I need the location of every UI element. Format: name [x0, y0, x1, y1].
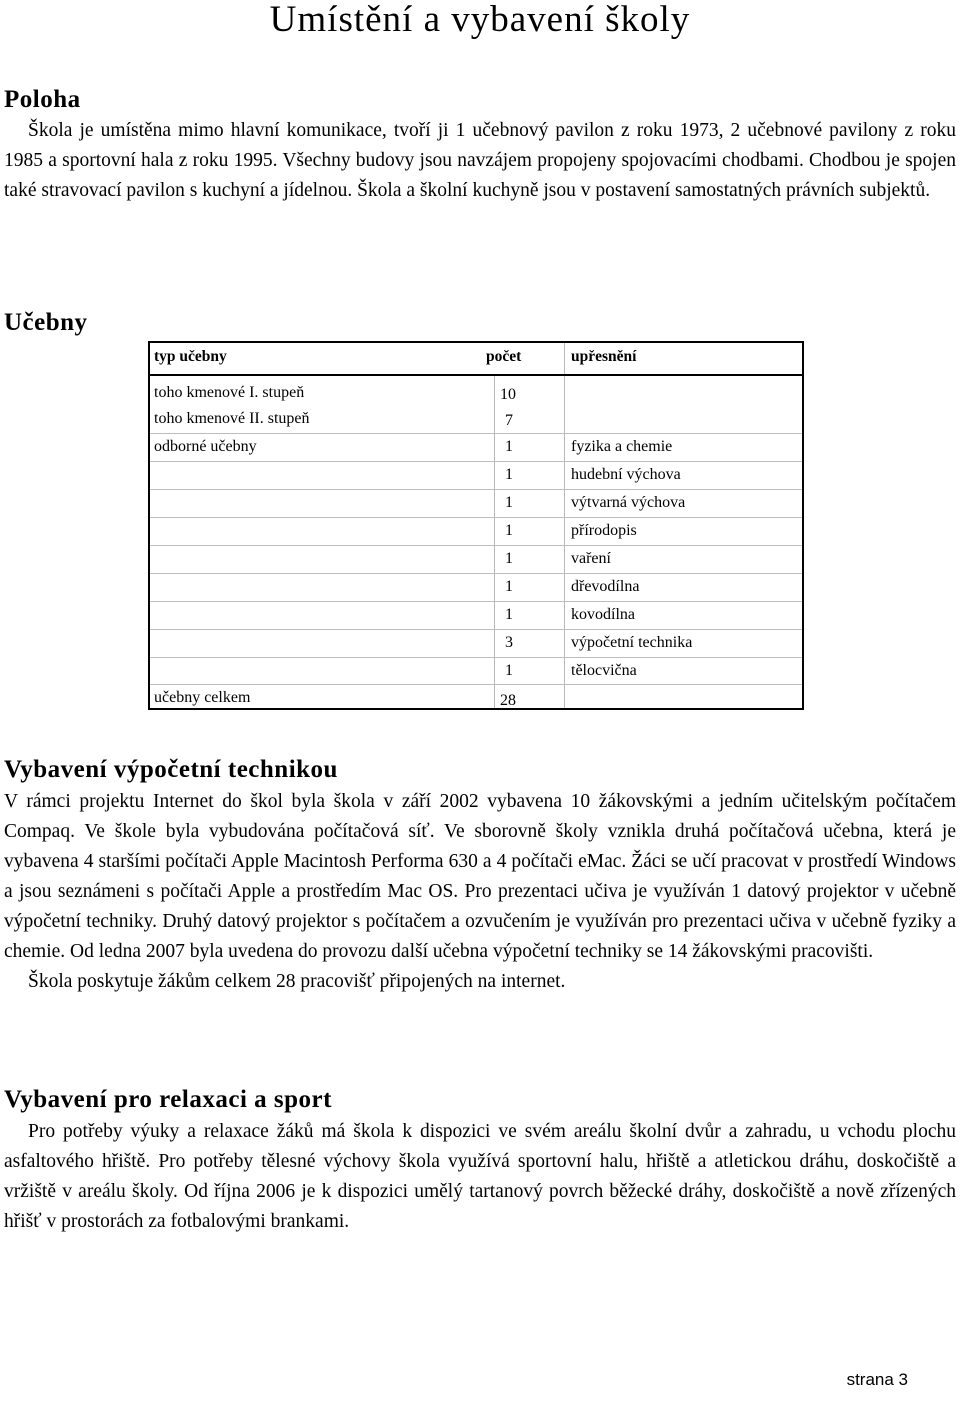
poloha-paragraph [4, 116, 956, 206]
page-number: strana 3 [846, 1370, 908, 1389]
row-type: odborné učebny [154, 438, 257, 455]
row-type: učebny celkem [154, 689, 251, 706]
row-type: toho kmenové I. stupeň [154, 384, 305, 401]
table-row [150, 573, 802, 602]
row-note: kovodílna [571, 606, 635, 623]
row-count: 1 [505, 606, 513, 623]
table-row [150, 545, 802, 574]
table-row [150, 601, 802, 630]
technika-paragraphs [4, 787, 956, 997]
page-title: Umístění a vybavení školy [269, 0, 691, 40]
table-row [150, 489, 802, 518]
row-note: hudební výchova [571, 466, 681, 483]
table-row [150, 517, 802, 546]
table-row [150, 684, 802, 713]
row-note: výtvarná výchova [571, 494, 686, 511]
row-count: 7 [505, 412, 513, 429]
row-count: 1 [505, 578, 513, 595]
table-header-row [150, 343, 802, 376]
sport-paragraph [4, 1117, 956, 1237]
section-heading-ucebny: Učebny [4, 309, 88, 336]
row-count: 1 [505, 466, 513, 483]
classroom-table [148, 341, 804, 710]
row-count: 1 [505, 522, 513, 539]
row-note: fyzika a chemie [571, 438, 673, 455]
header-type: typ učebny [154, 348, 227, 365]
section-heading-poloha: Poloha [4, 86, 81, 113]
table-row [150, 461, 802, 490]
header-count: počet [486, 348, 522, 365]
table-row [150, 657, 802, 686]
table-row [150, 629, 802, 658]
row-count: 1 [505, 438, 513, 455]
row-note: výpočetní technika [571, 634, 693, 651]
row-note: přírodopis [571, 522, 637, 539]
row-count: 10 [500, 386, 516, 403]
row-note: vaření [571, 550, 611, 567]
table-row [150, 433, 802, 462]
row-type: toho kmenové II. stupeň [154, 410, 310, 427]
row-count: 28 [500, 692, 516, 709]
row-note: dřevodílna [571, 578, 640, 595]
row-count: 1 [505, 494, 513, 511]
sport-text: Pro potřeby výuky a relaxace žáků má škola k dispozici ve svém areálu školní dvůr a zahradu, u vchodu plochu asfaltového hřiště. Pro potřeby tělesné výchovy škola využívá sportovní halu, hřiště a atletickou dráhu, doskočiště a vržiště v areálu školy. Od října 2006 je k dispozici umělý tartanový povrch běžecké dráhy, doskočiště a nově zřízených hřišť v prostorách za fotbalovými brankami. [4, 1121, 956, 1232]
row-note: tělocvična [571, 662, 637, 679]
technika-paragraph-2: Škola poskytuje žákům celkem 28 pracovišť připojených na internet. [28, 971, 566, 992]
poloha-text: Škola je umístěna mimo hlavní komunikace, tvoří ji 1 učebnový pavilon z roku 1973, 2 učebnové pavilony z roku 1985 a sportovní hala z roku 1995. Všechny budovy jsou navzájem propojeny spojovacími chodbami. Chodbou je spojen také stravovací pavilon s kuchyní a jídelnou. Škola a školní kuchyně jsou v postavení samostatných právních subjektů. [4, 120, 956, 201]
section-heading-technika: Vybavení výpočetní technikou [4, 756, 338, 783]
table-row [150, 406, 802, 434]
row-count: 1 [505, 662, 513, 679]
section-heading-sport: Vybavení pro relaxaci a sport [4, 1086, 332, 1113]
row-count: 1 [505, 550, 513, 567]
table-row [150, 380, 802, 408]
row-count: 3 [505, 634, 513, 651]
technika-paragraph-1: V rámci projektu Internet do škol byla škola v září 2002 vybavena 10 žákovskými a jedním učitelským počítačem Compaq. Ve škole byla vybudována počítačová síť. Ve sborovně školy vznikla druhá počítačová učebna, která je vybavena 4 staršími počítači Apple Macintosh Performa 630 a 4 počítači eMac. Žáci se učí pracovat v prostředí Windows a jsou seznámeni s počítači Apple a prostředím Mac OS. Pro prezentaci učiva je využíván 1 datový projektor v učebně výpočetní techniky. Druhý datový projektor s počítačem a ozvučením je využíván pro prezentaci učiva v učebně fyziky a chemie. Od ledna 2007 byla uvedena do provozu další učebna výpočetní techniky se 14 žákovskými pracovišti. [4, 791, 956, 962]
header-note: upřesnění [571, 348, 637, 365]
